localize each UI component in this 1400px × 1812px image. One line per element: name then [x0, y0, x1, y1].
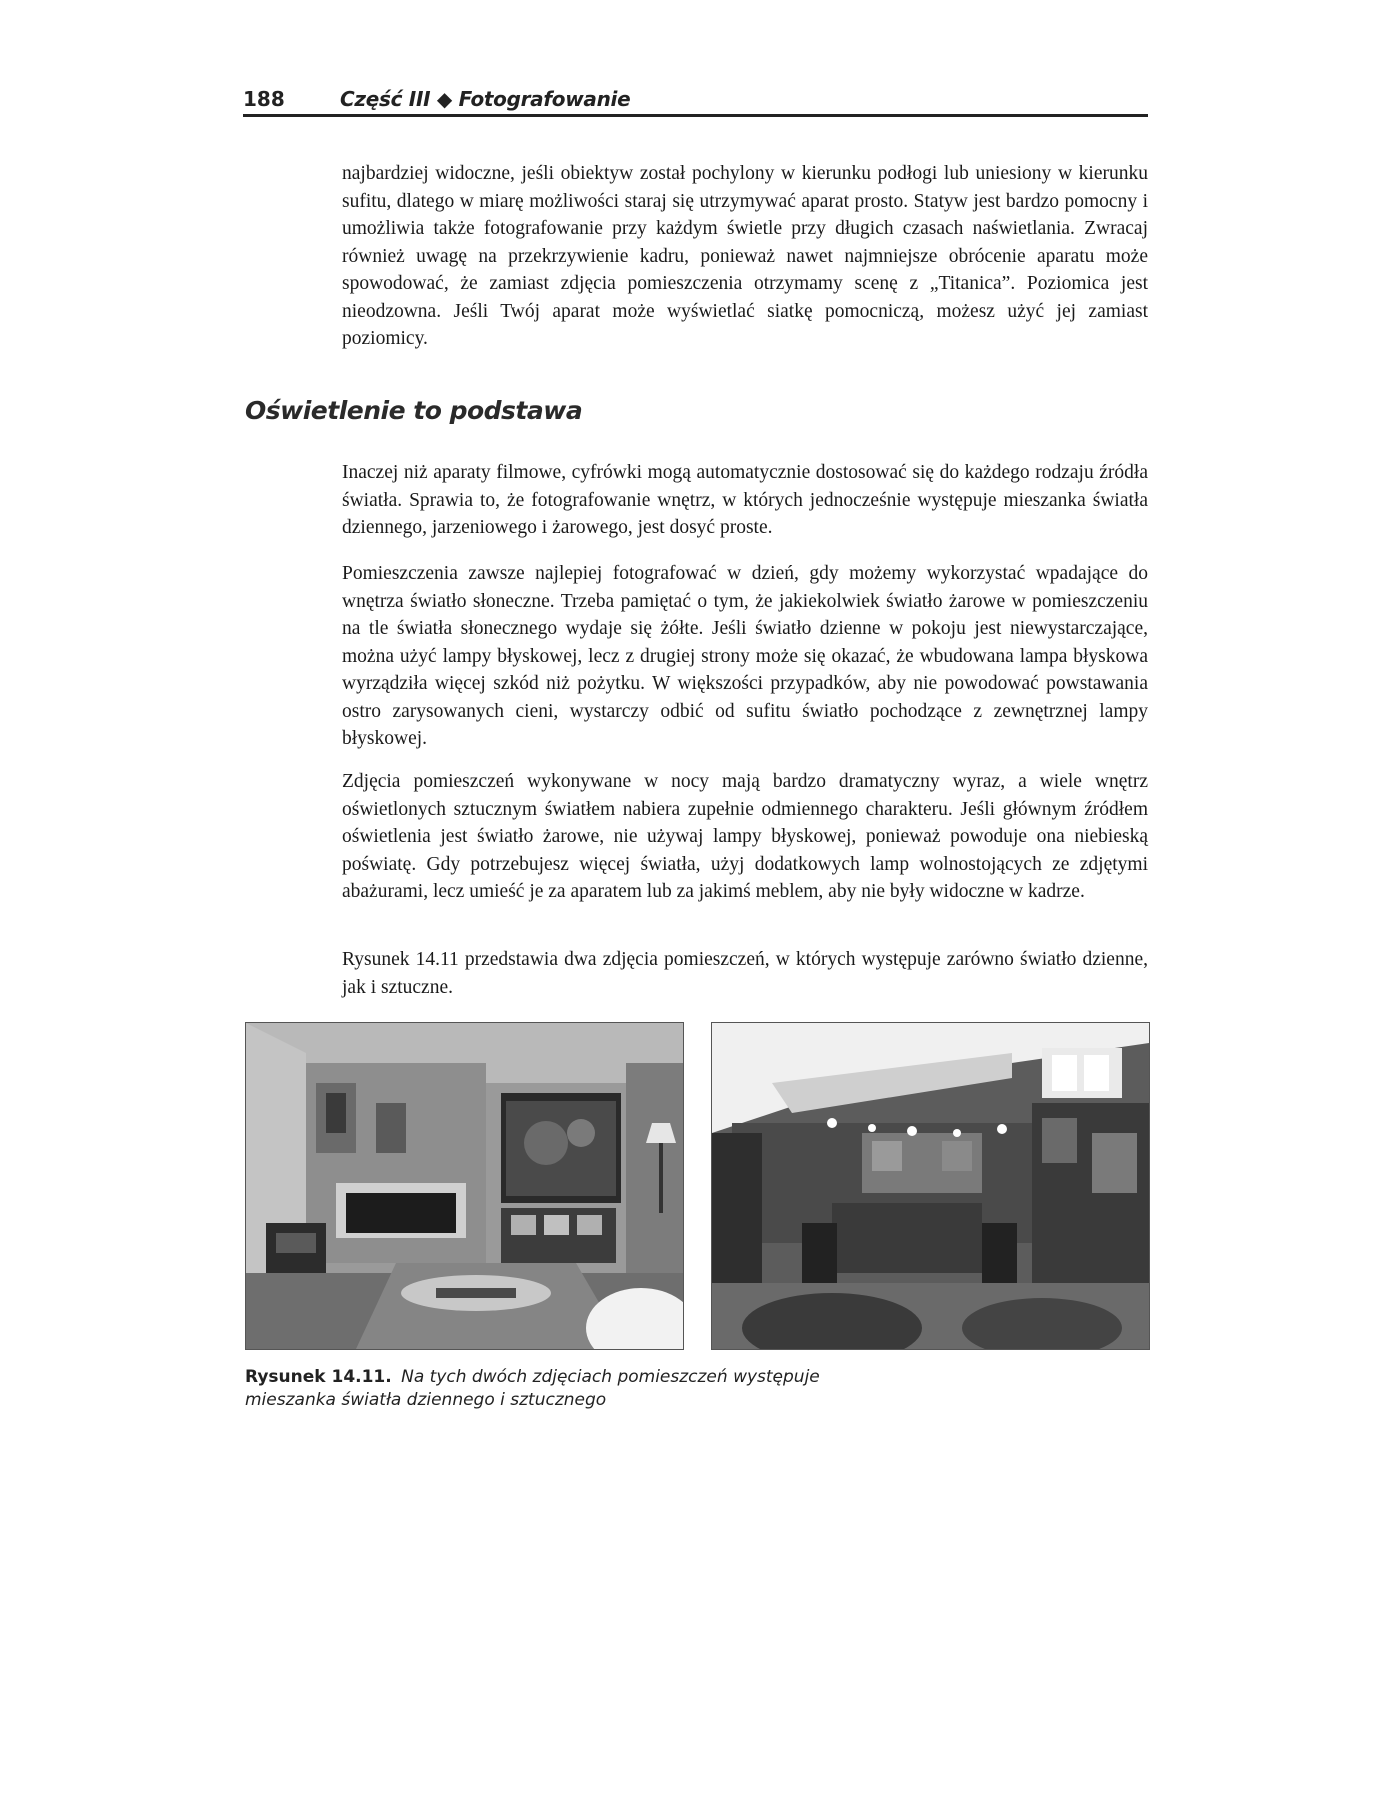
figure-caption: [245, 1366, 865, 1412]
caption-label: Rysunek 14.11.: [245, 1367, 392, 1387]
running-header: [243, 84, 1148, 117]
section-title: Część III ◆ Fotografowanie: [340, 87, 631, 111]
section-heading: Oświetlenie to podstawa: [245, 396, 583, 425]
caption-text: Na tych dwóch zdjęciach pomieszczeń występuje mieszanka światła dziennego i sztucznego: [245, 1367, 820, 1410]
paragraph-1: najbardziej widoczne, jeśli obiektyw został pochylony w kierunku podłogi lub uniesiony w kierunku sufitu, dlatego w miarę możliwości staraj się utrzymywać aparat prosto. Statyw jest bardzo pomocny i umożliwia także fotografowanie przy każdym świetle przy długich czasach naświetlania. Zwracaj również uwagę na przekrzywienie kadru, ponieważ nawet najmniejsze obrócenie aparatu może spowodować, że zamiast zdjęcia pomieszczenia otrzymamy scenę z „Titanica”. Poziomica jest nieodzowna. Jeśli Twój aparat może wyświetlać siatkę pomocniczą, możesz użyć jej zamiast poziomicy.: [342, 163, 1148, 349]
paragraph-5: Rysunek 14.11 przedstawia dwa zdjęcia pomieszczeń, w których występuje zarówno światło dzienne, jak i sztuczne.: [342, 949, 1148, 998]
paragraph-3: Pomieszczenia zawsze najlepiej fotografować w dzień, gdy możemy wykorzystać wpadające do wnętrza światło słoneczne. Trzeba pamiętać o tym, że jakiekolwiek światło żarowe w pomieszczeniu na tle światła słonecznego wydaje się żółte. Jeśli światło dzienne w pokoju jest niewystarczające, można użyć lampy błyskowej, lecz z drugiej strony może się okazać, że wbudowana lampa błyskowa wyrządziła więcej szkód niż pożytku. W większości przypadków, aby nie powodować powstawania ostro zarysowanych cieni, wystarczy odbić od sufitu światło pochodzące z zewnętrznej lampy błyskowej.: [342, 563, 1148, 749]
photo-living-room: [245, 1022, 684, 1350]
page-number: 188: [243, 87, 285, 111]
photo-kitchen: [711, 1022, 1150, 1350]
paragraph-4: Zdjęcia pomieszczeń wykonywane w nocy mają bardzo dramatyczny wyraz, a wiele wnętrz oświetlonych sztucznym światłem nabiera zupełnie odmiennego charakteru. Jeśli głównym źródłem oświetlenia jest światło żarowe, nie używaj lampy błyskowej, ponieważ powoduje ona niebieską poświatę. Gdy potrzebujesz więcej światła, użyj dodatkowych lamp wolnostojących ze zdjętymi abażurami, lecz umieść je za aparatem lub za jakimś meblem, aby nie były widoczne w kadrze.: [342, 771, 1148, 902]
paragraph-2: Inaczej niż aparaty filmowe, cyfrówki mogą automatycznie dostosować się do każdego rodzaju źródła światła. Sprawia to, że fotografowanie wnętrz, w których jednocześnie występuje mieszanka światła dziennego, jarzeniowego i żarowego, jest dosyć proste.: [342, 462, 1148, 538]
